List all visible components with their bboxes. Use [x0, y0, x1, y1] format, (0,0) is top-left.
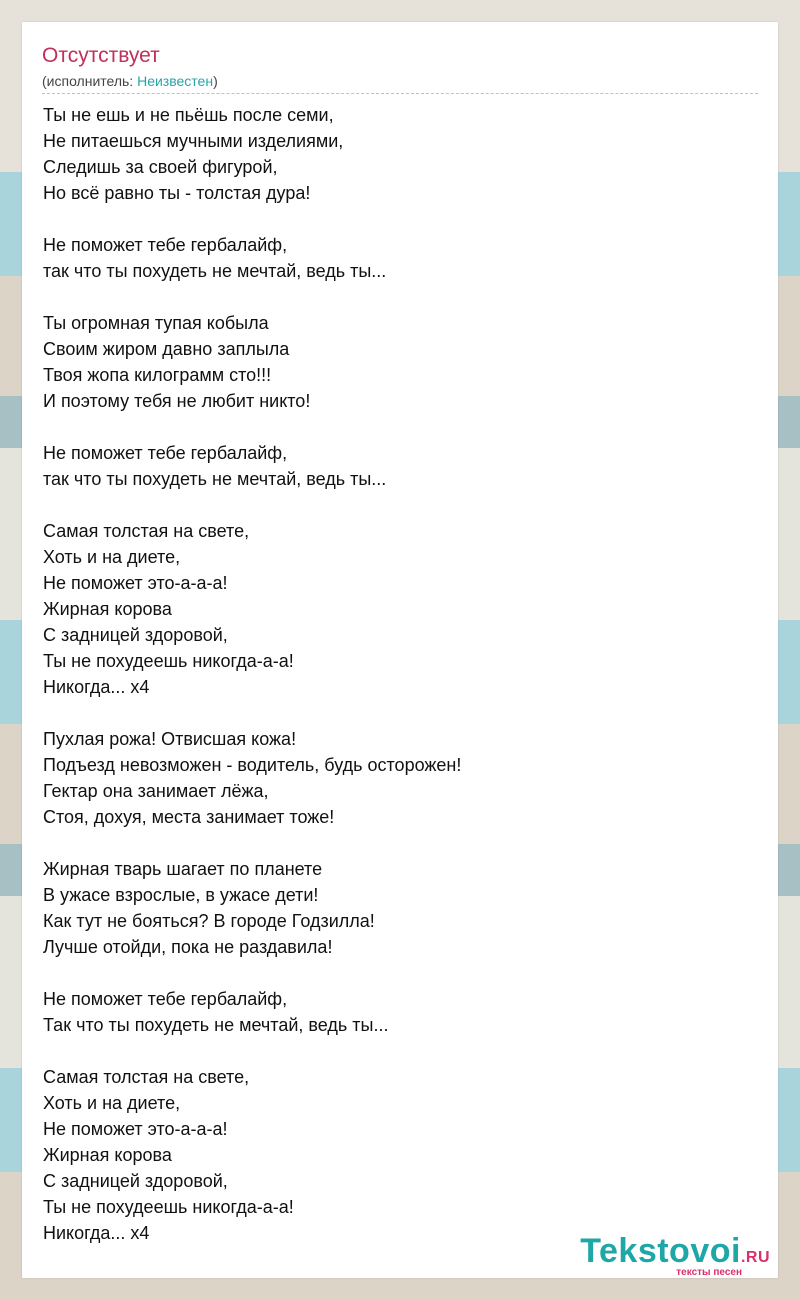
lyrics-line: Не поможет это-а-а-а! [43, 573, 228, 593]
lyrics-line: Не питаешься мучными изделиями, [43, 131, 344, 151]
lyrics-line: Не поможет тебе гербалайф, [43, 989, 288, 1009]
lyrics-line: Не поможет это-а-а-а! [43, 1119, 228, 1139]
lyrics-line: Своим жиром давно заплыла [43, 339, 290, 359]
logo-tagline: тексты песен [676, 1267, 742, 1278]
logo-tld: .RU [740, 1249, 770, 1266]
lyrics-line: Подъезд невозможен - водитель, будь осторожен! [43, 755, 462, 775]
title-divider [42, 93, 758, 94]
lyrics-line: Пухлая рожа! Отвисшая кожа! [43, 729, 297, 749]
lyrics-line: Ты не похудеешь никогда-а-а! [43, 1197, 294, 1217]
lyrics-line: С задницей здоровой, [43, 625, 228, 645]
lyrics-line: Так что ты похудеть не мечтай, ведь ты... [43, 1015, 389, 1035]
lyrics-line: Самая толстая на свете, [43, 1067, 250, 1087]
lyrics-blank-line [43, 960, 753, 986]
lyrics-blank-line [43, 284, 753, 310]
lyrics-line: Никогда... x4 [43, 1223, 150, 1243]
lyrics-line: Ты не похудеешь никогда-а-а! [43, 651, 294, 671]
lyrics-line: Гектар она занимает лёжа, [43, 781, 269, 801]
lyrics-blank-line [43, 700, 753, 726]
artist-line [42, 73, 218, 89]
artist-link[interactable]: Неизвестен [137, 73, 214, 89]
lyrics-line: Твоя жопа килограмм сто!!! [43, 365, 272, 385]
lyrics-line: Ты не ешь и не пьёшь после семи, [43, 105, 334, 125]
lyrics-line: Жирная корова [43, 1145, 172, 1165]
lyrics-line: В ужасе взрослые, в ужасе дети! [43, 885, 319, 905]
lyrics-line: С задницей здоровой, [43, 1171, 228, 1191]
lyrics-line: Не поможет тебе гербалайф, [43, 235, 288, 255]
lyrics-line: Следишь за своей фигурой, [43, 157, 278, 177]
logo-wordmark: Tekstovoi [580, 1232, 741, 1270]
lyrics-line: Хоть и на диете, [43, 547, 181, 567]
lyrics-line: Жирная корова [43, 599, 172, 619]
lyrics-blank-line [43, 1038, 753, 1064]
lyrics-line: Никогда... x4 [43, 677, 150, 697]
lyrics-blank-line [43, 830, 753, 856]
artist-prefix: (исполнитель: [42, 73, 138, 89]
lyrics-line: Жирная тварь шагает по планете [43, 859, 323, 879]
lyrics-blank-line [43, 492, 753, 518]
lyrics-line: Самая толстая на свете, [43, 521, 250, 541]
lyrics-line: Не поможет тебе гербалайф, [43, 443, 288, 463]
lyrics-text [43, 102, 753, 1246]
lyrics-line: Стоя, дохуя, места занимает тоже! [43, 807, 335, 827]
lyrics-blank-line [43, 206, 753, 232]
lyrics-line: Как тут не бояться? В городе Годзилла! [43, 911, 375, 931]
lyrics-line: Хоть и на диете, [43, 1093, 181, 1113]
lyrics-line: И поэтому тебя не любит никто! [43, 391, 311, 411]
song-title: Отсутствует [42, 44, 160, 67]
lyrics-blank-line [43, 414, 753, 440]
artist-suffix: ) [213, 73, 218, 89]
lyrics-card [22, 22, 778, 1278]
lyrics-line: так что ты похудеть не мечтай, ведь ты... [43, 261, 387, 281]
lyrics-line: Лучше отойди, пока не раздавила! [43, 937, 333, 957]
lyrics-line: Но всё равно ты - толстая дура! [43, 183, 311, 203]
lyrics-line: так что ты похудеть не мечтай, ведь ты... [43, 469, 387, 489]
lyrics-line: Ты огромная тупая кобыла [43, 313, 269, 333]
